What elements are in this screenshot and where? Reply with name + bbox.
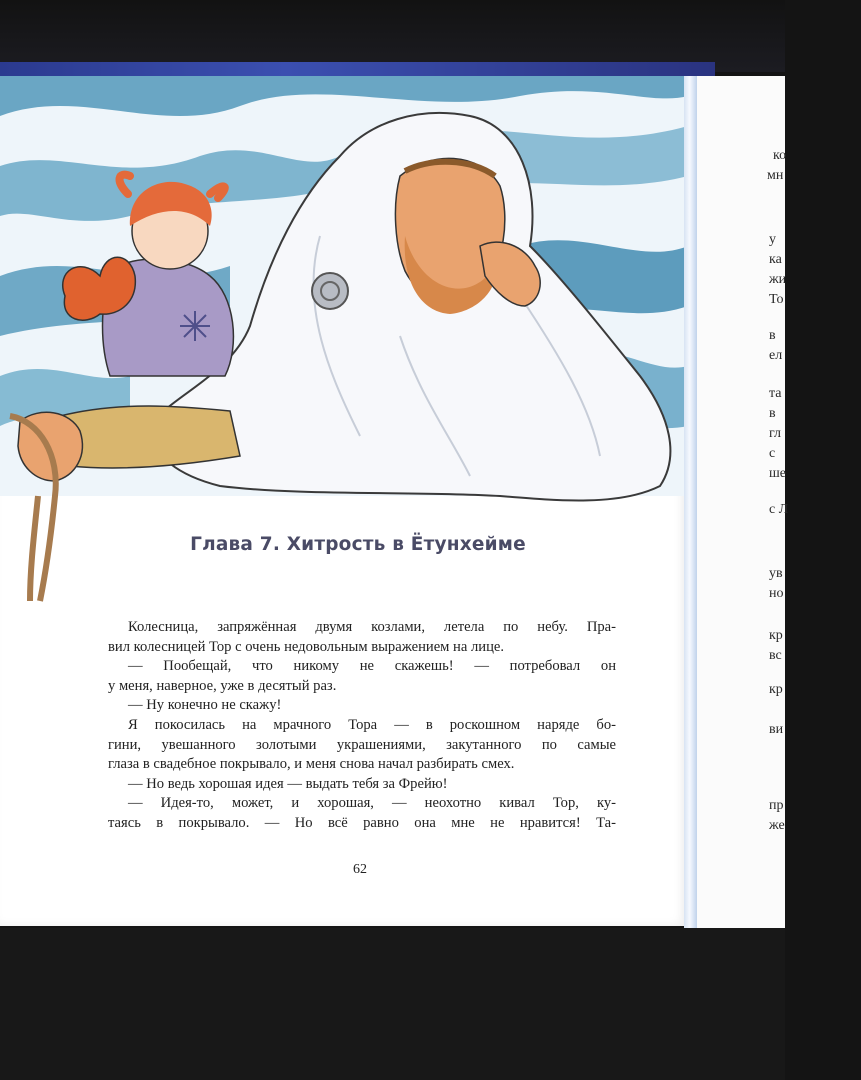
right-page-fragment: ви xyxy=(769,722,784,737)
chapter-body-text xyxy=(108,618,616,834)
right-page-fragment: в xyxy=(769,406,776,421)
right-page-fragment: ув xyxy=(769,566,783,581)
text-line: таясь в покрывало. — Но всё равно она мне не нравится! Та- xyxy=(108,814,616,831)
right-page-fragment: у xyxy=(769,232,776,247)
chapter-title: Глава 7. Хитрость в Ётунхейме xyxy=(190,534,526,555)
right-page-fragment: та xyxy=(769,386,782,401)
chapter-illustration xyxy=(0,76,688,606)
right-page-fragment: мн xyxy=(767,168,784,183)
right-page-fragment: в xyxy=(769,328,776,343)
text-line: у меня, наверное, уже в десятый раз. xyxy=(108,677,337,694)
right-page-fragment: ко xyxy=(773,148,787,163)
right-page-fragment: То xyxy=(769,292,784,307)
page-number: 62 xyxy=(353,862,367,877)
text-line: Колесница, запряжённая двумя козлами, летела по небу. Пра- xyxy=(128,619,616,635)
text-line: — Но ведь хорошая идея — выдать тебя за Фрейю! xyxy=(128,775,448,792)
right-page xyxy=(697,76,789,928)
right-page-fragment: кр xyxy=(769,682,783,697)
text-line: Я покосилась на мрачного Тора — в роскошном наряде бо- xyxy=(128,716,616,733)
book-spine xyxy=(684,76,698,928)
right-page-fragment: ел xyxy=(769,348,783,363)
right-page-fragment: с Л xyxy=(769,502,789,517)
text-line: гини, увешанного золотыми украшениями, закутанного по самые xyxy=(108,736,616,753)
right-page-fragment: с xyxy=(769,446,776,461)
right-page-fragment: ка xyxy=(769,252,782,267)
text-line: — Идея-то, может, и хорошая, — неохотно кивал Тор, ку- xyxy=(128,795,616,812)
right-page-fragment: пр xyxy=(769,798,784,813)
right-page-fragment: кр xyxy=(769,628,783,643)
bottom-background xyxy=(0,928,785,1080)
text-line: вил колесницей Тор с очень недовольным выражением на лице. xyxy=(108,638,505,655)
right-page-fragment: но xyxy=(769,586,784,601)
right-page-fragment: же xyxy=(769,818,785,833)
right-page-fragment: вс xyxy=(769,648,782,663)
right-page-fragment: гл xyxy=(769,426,782,441)
text-line: глаза в свадебное покрывало, и меня снова начал разбирать смех. xyxy=(108,756,515,773)
text-line: — Ну конечно не скажу! xyxy=(128,697,282,714)
right-page-fragment: жи xyxy=(769,272,787,287)
right-page-fragment: ше xyxy=(769,466,786,481)
text-line: — Пообещай, что никому не скажешь! — потребовал он xyxy=(128,658,616,675)
